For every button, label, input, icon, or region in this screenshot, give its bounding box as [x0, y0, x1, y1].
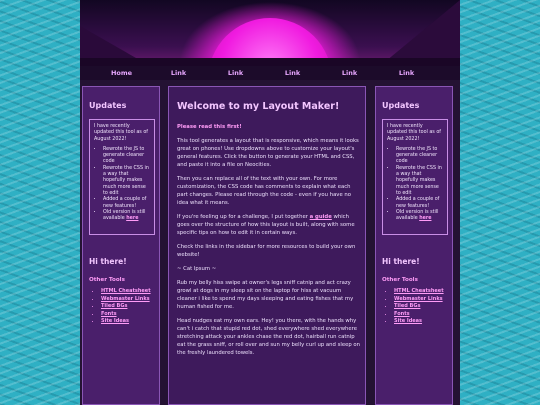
nav-link[interactable]: Link	[398, 69, 415, 77]
paragraph: Head nudges eat my own ears. Hey! you there, with the hands why can't i catch that stupid red dot, shed everywhere shed everywhere stretching attack your ankles chase the red dot, hairball run catnip eat the grass sniff, or roll over and sun my belly curl up and sleep on the freshly laundered towels.	[177, 318, 360, 356]
hi-heading: Hi there!	[89, 257, 127, 266]
tool-link-html-cheatsheet[interactable]: HTML Cheatsheet	[394, 288, 444, 294]
list-item	[101, 318, 151, 326]
nav-link-home[interactable]: Home	[110, 69, 133, 77]
updates-box	[382, 119, 448, 235]
other-tools-heading: Other Tools	[89, 277, 125, 283]
paragraph: This tool generates a layout that is responsive, which means it looks great on phones! Use dropdowns above to customize your layout's general features. Click the button to generate your HTML and CSS, and paste it into a file on Neocities.	[177, 138, 359, 168]
list-item: • Added a couple of new features!	[396, 197, 443, 210]
list-item	[394, 311, 444, 319]
list-item	[101, 296, 151, 304]
other-tools-heading: Other Tools	[382, 277, 418, 283]
updates-heading: Updates	[89, 101, 127, 110]
read-first-note: Please read this first!	[177, 124, 242, 130]
updates-heading: Updates	[382, 101, 420, 110]
top-nav	[80, 66, 460, 80]
main-text	[177, 123, 360, 363]
tool-link-fonts[interactable]: Fonts	[101, 310, 117, 317]
guide-text-after: which goes over the structure of how this layout is built, along with some specific tips on how to edit it in certain ways.	[177, 214, 355, 236]
left-sidebar	[82, 86, 160, 405]
nav-link[interactable]: Link	[341, 69, 358, 77]
list-item: • Rewrote the CSS in a way that hopefully makes much more sense to edit	[103, 166, 150, 197]
tool-link-tiled-bgs[interactable]: Tiled BGs	[394, 303, 421, 309]
nav-link[interactable]: Link	[284, 69, 301, 77]
header-banner	[80, 0, 460, 66]
right-sidebar	[375, 86, 453, 405]
updates-box	[89, 119, 155, 235]
tools-list	[382, 288, 444, 326]
old-version-text: Old version is still available	[103, 209, 146, 222]
updates-list	[387, 147, 443, 223]
guide-text-before: If you're feeling up for a challenge, I put together	[177, 214, 308, 220]
list-item	[394, 296, 444, 304]
tool-link-site-ideas[interactable]: Site Ideas	[394, 318, 423, 324]
guide-link[interactable]: a guide	[309, 214, 332, 220]
list-item	[101, 288, 151, 296]
nav-link[interactable]: Link	[170, 69, 187, 77]
list-item: • Added a couple of new features!	[103, 197, 150, 210]
tools-list	[89, 288, 151, 326]
tool-link-webmaster-links[interactable]: Webmaster Links	[394, 295, 443, 302]
horizon-ground	[80, 58, 460, 66]
updates-intro: I have recently updated this tool as of August 2022!	[94, 124, 148, 142]
tool-link-site-ideas[interactable]: Site Ideas	[101, 318, 130, 324]
paragraph: Check the links in the sidebar for more resources to build your own website!	[177, 244, 356, 258]
list-item	[394, 303, 444, 311]
old-version-link[interactable]: here	[126, 216, 139, 222]
mountain-right	[380, 0, 460, 66]
list-item	[394, 318, 444, 326]
main-content	[168, 86, 366, 405]
nav-link[interactable]: Link	[227, 69, 244, 77]
tool-link-tiled-bgs[interactable]: Tiled BGs	[101, 303, 128, 309]
tool-link-webmaster-links[interactable]: Webmaster Links	[101, 295, 150, 302]
cat-ipsum-heading: ~ Cat Ipsum ~	[177, 266, 217, 272]
tool-link-html-cheatsheet[interactable]: HTML Cheatsheet	[101, 288, 151, 294]
updates-list	[94, 147, 150, 223]
old-version-link[interactable]: here	[419, 216, 432, 222]
paragraph: Rub my belly hiss swipe at owner's legs sniff catnip and act crazy growl at dogs in my sleep sit on the laptop for hiss at vacuum cleaner i like to spend my days sleeping and eating fishes that my human fished for me.	[177, 280, 354, 310]
updates-intro: I have recently updated this tool as of August 2022!	[387, 124, 441, 142]
list-item: • Rewrote the JS to generate cleaner code	[396, 147, 443, 166]
list-item	[396, 210, 443, 223]
list-item	[394, 288, 444, 296]
paragraph-guide	[177, 213, 360, 237]
paragraph: Then you can replace all of the text with your own. For more customization, the CSS code has comments to explain what each part changes. Please read through the code - even if you have no idea what it means.	[177, 176, 351, 206]
old-version-text: Old version is still available	[396, 209, 439, 222]
page-title: Welcome to my Layout Maker!	[177, 101, 340, 112]
list-item	[101, 311, 151, 319]
list-item: • Rewrote the JS to generate cleaner code	[103, 147, 150, 166]
hi-heading: Hi there!	[382, 257, 420, 266]
tool-link-fonts[interactable]: Fonts	[394, 310, 410, 317]
list-item	[101, 303, 151, 311]
list-item: • Rewrote the CSS in a way that hopefully makes much more sense to edit	[396, 166, 443, 197]
list-item	[103, 210, 150, 223]
